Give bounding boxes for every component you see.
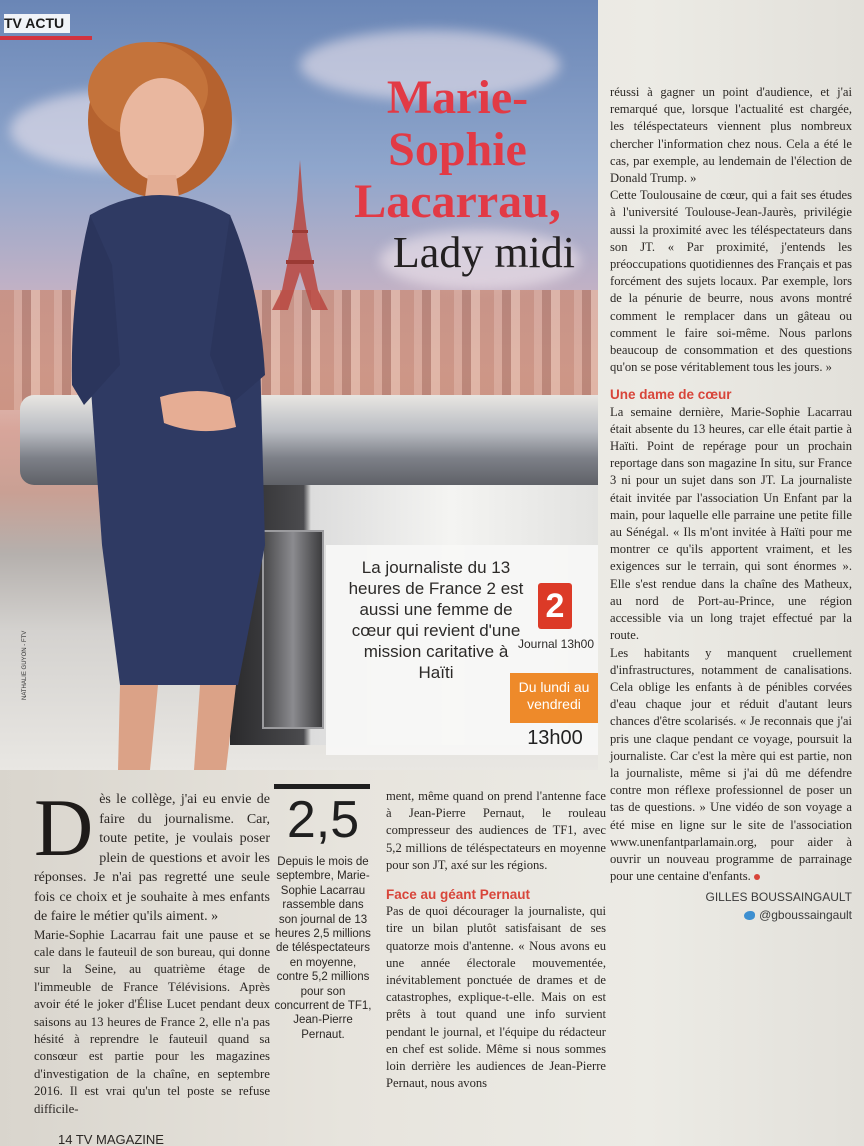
end-mark-icon	[754, 874, 760, 880]
headline-line: Sophie	[388, 123, 527, 176]
journal-label: Journal 13h00	[517, 637, 595, 651]
page-footer: 14 TV MAGAZINE	[58, 1132, 164, 1146]
presenter-figure	[60, 25, 300, 770]
author: GILLES BOUSSAINGAULT	[705, 890, 852, 905]
headline-line: Marie-	[386, 71, 529, 124]
column-3	[386, 788, 606, 1092]
lead-paragraph: Dès le collège, j'ai eu envie de faire du journalisme. Car, toute petite, je voulais poser plein de questions et avoir les réponses. Je n'ai pas regretté une seule fois ce choix et je souhaite à mes enfants de faire le métier qu'ils aiment. »	[34, 782, 270, 924]
section-underline	[0, 36, 92, 40]
france2-logo-icon: 2	[538, 583, 572, 629]
section-tag: TV ACTU	[4, 14, 70, 33]
paragraph: La semaine dernière, Marie-Sophie Lacarrau était absente du 13 heures, car elle était partie à Haïti. Point de repérage pour un prochain reportage dans son magazine In situ, sur France 3 ni pour un sujet dans son JT. La journaliste était invitée par l'association Un Enfant par la main, pour laquelle elle parraine une petite fille au Sénégal. « Ils m'ont invitée à Haïti pour me montrer ce qu'ils apportent vraiment, et les exigences sur le terrain, qui sont énormes ». Elle s'est rendue dans la chaîne des Matheux, au nord de Port-au-Prince, une région accessible via un long trajet effectué par la route.	[610, 404, 852, 643]
photo-credit: NATHALIE GUYON - FTV	[22, 630, 28, 700]
subheading: Face au géant Pernaut	[386, 887, 531, 903]
paragraph: ment, même quand on prend l'antenne face à Jean-Pierre Pernaut, le rouleau compresseur des audiences de TF1, avec 5,2 millions de téléspectateurs en moyenne pour son JT, axé sur les régions.	[386, 789, 606, 872]
paragraph: Pas de quoi décourager la journaliste, qui tire un bilan plutôt satisfaisant de ses quatorze mois d'antenne. « Nous avons eu une année électorale mouvementée, inévitablement ponctuée de drames et de catastrophes, explique-t-elle. Mais on est prêts à tout quand une info survient pendant le journal, et l'équipe du rédacteur en chef est solide. Même si nous sommes loin derrière les audiences de Jean-Pierre Pernaut, nous avons	[386, 904, 606, 1091]
headline-line: Lacarrau,	[354, 175, 561, 228]
subheading: Une dame de cœur	[610, 387, 732, 403]
schedule-badge: Du lundi au vendredi	[510, 673, 598, 723]
paragraph: Cette Toulousaine de cœur, qui a fait ses études à l'université Toulouse-Jean-Jaurès, privilégie aussi la proximité avec les téléspectateurs dans son JT. « Par proximité, j'entends les préoccupations quotidiennes des Français et pas forcément des sujets locaux. Par exemple, lors de la pénurie de beurre, nous avons montré comment le remplacer dans un gâteau ou comment le faire soi-même. Nous parlons beaucoup de consommation et des questions qu'on se pose véritablement tous les jours. »	[610, 188, 852, 375]
twitter-handle: @gboussaingault	[610, 907, 852, 924]
headline-subtitle: Lady midi	[392, 228, 575, 277]
twitter-bird-icon	[744, 911, 755, 920]
headline	[330, 72, 585, 278]
drop-cap: D	[34, 782, 94, 873]
paragraph: Marie-Sophie Lacarrau fait une pause et se cale dans le fauteuil de son bureau, qui donne sur la Seine, au quatrième étage de l'immeuble de France Télévisions. Après avoir été le joker d'Élise Lucet pendant deux saisons au 13 heures de France 2, elle n'a pas hésité à reprendre le fauteuil quand sa consœur est partie pour les magazines d'investigation de la chaîne, en septembre 2016. Il est vrai qu'un tel poste se refuse difficile-	[34, 927, 270, 1116]
paragraph: Les habitants y manquent cruellement d'infrastructures, notamment de canalisations. Cela oblige les enfants à de pénibles corvées d'eau chaque jour et réduit d'autant leurs chances d'être scolarisés. « Je reconnais que j'ai pris une claque pendant ce voyage, poursuit la journaliste. Car c'est la mère qui est partie, non la journaliste, même si j'ai dû me défendre contre mon réflexe professionnel de poser un tas de questions. » Une vidéo de son voyage a été mise en ligne sur le site de l'association www.unenfantparlamain.org, pour aider à ouvrir un nouveau programme de parrainage pour une centaine d'enfants.	[610, 645, 852, 884]
right-column	[610, 84, 852, 924]
stat-value: 2,5	[286, 791, 360, 849]
paragraph: réussi à gagner un point d'audience, et j'ai remarqué que, lorsque l'actualité est chargée, les téléspectateurs viennent plus nombreux chercher l'information chez nous. Cela a été le cas, par exemple, au lendemain de l'élection de Donald Trump. »	[610, 85, 852, 186]
column-1	[34, 782, 270, 1118]
infobox-text: La journaliste du 13 heures de France 2 est aussi une femme de cœur qui revient d'une mission caritative à Haïti	[348, 558, 524, 682]
stat-description: Depuis le mois de septembre, Marie-Sophie Lacarrau rassemble dans son journal de 13 heures 2,5 millions de téléspectateurs en moyenne, contre 5,2 millions pour son concurrent de TF1, Jean-Pierre Pernaut.	[274, 856, 372, 1041]
stat-box	[274, 784, 372, 1042]
broadcast-time: 13h00	[527, 727, 583, 749]
program-infobox	[326, 545, 598, 755]
